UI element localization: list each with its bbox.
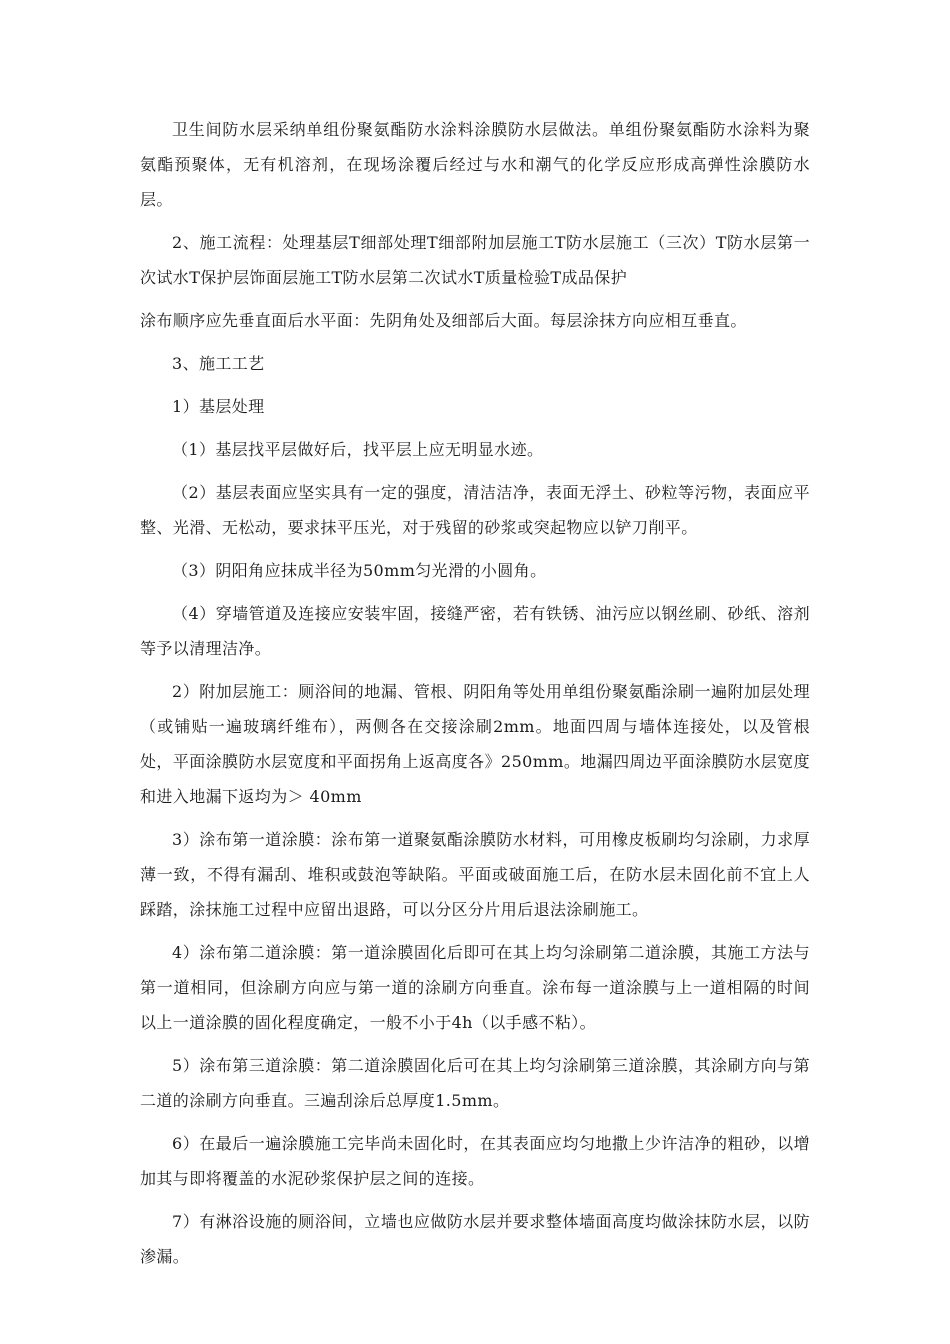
paragraph-coating-order: 涂布顺序应先垂直面后水平面：先阴角处及细部后大面。每层涂抹方向应相互垂直。 [140,311,747,330]
paragraph-intro: 卫生间防水层采纳单组份聚氨酯防水涂料涂膜防水层做法。单组份聚氨酯防水涂料为聚氨酯预聚体，无有机溶剂，在现场涂覆后经过与水和潮气的化学反应形成高弹性涂膜防水层。 [140,120,810,209]
heading-base-treatment: 1）基层处理 [172,397,265,416]
paragraph-additional-layer: 2）附加层施工：厕浴间的地漏、管根、阴阳角等处用单组份聚氨酯涂刷一遍附加层处理（或铺贴一遍玻璃纤维布），两侧各在交接涂刷2mm。地面四周与墙体连接处，以及管根处，平面涂膜防水层宽度和平面拐角上返高度各》250mm。地漏四周边平面涂膜防水层宽度和进入地漏下返均为＞ 40mm [140,682,810,806]
paragraph-second-coat: 4）涂布第二道涂膜：第一道涂膜固化后即可在其上均匀涂刷第二道涂膜，其施工方法与第一道相同，但涂刷方向应与第一道的涂刷方向垂直。涂布每一道涂膜与上一道相隔的时间以上一道涂膜的固化程度确定，一般不小于4h（以手感不粘）。 [140,943,810,1032]
paragraph-third-coat: 5）涂布第三道涂膜：第二道涂膜固化后可在其上均匀涂刷第三道涂膜，其涂刷方向与第二道的涂刷方向垂直。三遍刮涂后总厚度1.5mm。 [140,1056,810,1110]
paragraph-sand-finish: 6）在最后一遍涂膜施工完毕尚未固化时，在其表面应均匀地撒上少许洁净的粗砂，以增加其与即将覆盖的水泥砂浆保护层之间的连接。 [140,1134,810,1188]
paragraph-first-coat: 3）涂布第一道涂膜：涂布第一道聚氨酯涂膜防水材料，可用橡皮板刷均匀涂刷，力求厚薄一致，不得有漏刮、堆积或鼓泡等缺陷。平面或破面施工后，在防水层未固化前不宜上人踩踏，涂抹施工过程中应留出退路，可以分区分片用后退法涂刷施工。 [140,830,810,919]
paragraph-base-item-4: （4）穿墙管道及连接应安装牢固，接缝严密，若有铁锈、油污应以钢丝刷、砂纸、溶剂等予以清理洁净。 [140,604,810,658]
paragraph-shower-wall: 7）有淋浴设施的厕浴间，立墙也应做防水层并要求整体墙面高度均做涂抹防水层，以防渗漏。 [140,1212,810,1266]
heading-construction-technique: 3、施工工艺 [172,354,265,373]
paragraph-base-item-2: （2）基层表面应坚实具有一定的强度，清洁洁净，表面无浮土、砂粒等污物，表面应平整、光滑、无松动，要求抹平压光，对于残留的砂浆或突起物应以铲刀削平。 [140,483,810,537]
paragraph-base-item-1: （1）基层找平层做好后，找平层上应无明显水迹。 [172,440,544,459]
paragraph-construction-process: 2、施工流程：处理基层T细部处理T细部附加层施工T防水层施工（三次）T防水层第一次试水T保护层饰面层施工T防水层第二次试水T质量检验T成品保护 [140,233,810,287]
paragraph-base-item-3: （3）阴阳角应抹成半径为50mm匀光滑的小圆角。 [172,561,547,580]
